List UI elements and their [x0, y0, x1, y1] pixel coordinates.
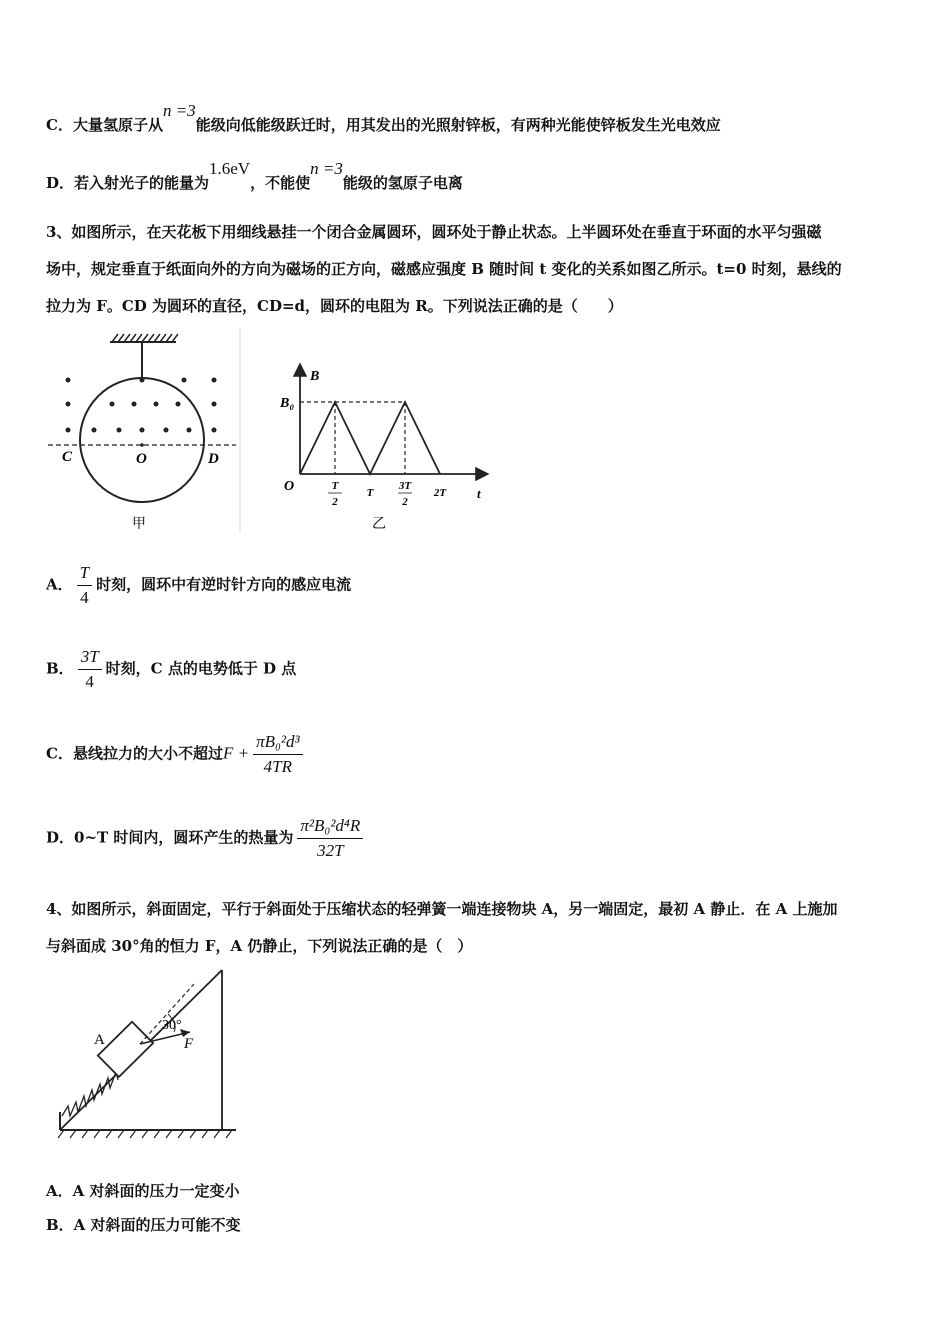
numerator: πB₀²d³	[253, 732, 303, 755]
b-series-line	[300, 402, 440, 474]
block-label: A	[94, 1032, 105, 1048]
axis-label-b: B	[310, 369, 320, 384]
math-f: F +	[222, 743, 250, 763]
ring	[80, 378, 204, 502]
q3-option-d	[46, 816, 367, 861]
denominator: 4	[85, 672, 94, 691]
q4-stem-line2: 与斜面成 30°角的恒力 F，A 仍静止，下列说法正确的是（ ）	[46, 937, 473, 955]
option-text: C．悬线拉力的大小不超过	[46, 744, 223, 763]
math-energy: 1.6eV	[209, 159, 251, 178]
option-text: D．0~T 时间内，圆环产生的热量为	[46, 828, 294, 847]
numerator: 3T	[78, 647, 102, 670]
x-tick-label: 2T	[433, 487, 447, 499]
option-text: 能级向低能级跃迁时，用其发出的光照射锌板，有两种光能使锌板发生光电效应	[195, 116, 721, 134]
x-tick-label: T	[366, 487, 374, 499]
label-c: C	[62, 449, 73, 465]
q3-stem-line1: 3、如图所示，在天花板下用细线悬挂一个闭合金属圆环，圆环处于静止状态。上半圆环处在垂直于环面的水平匀强磁	[46, 223, 822, 241]
q2-option-d	[46, 159, 463, 193]
q3-option-c	[46, 732, 307, 777]
x-tick-label: T 2	[331, 480, 339, 508]
figure-incline	[44, 966, 256, 1160]
numerator: π²B₀²d⁴R	[297, 816, 363, 839]
option-text: 时刻，C 点的电势低于 D 点	[105, 659, 297, 678]
fraction	[77, 563, 92, 608]
figure-jia	[44, 328, 244, 538]
math-n3: n =3	[310, 159, 343, 178]
math-n3: n =3	[162, 101, 196, 120]
q3-option-a	[46, 563, 351, 608]
denominator: 32T	[317, 841, 344, 860]
block-a	[98, 1022, 153, 1077]
option-text: C．大量氢原子从	[46, 116, 163, 134]
label-o: O	[136, 451, 147, 467]
force-label: F	[184, 1036, 194, 1052]
numerator: T	[77, 563, 92, 586]
caption-jia: 甲	[132, 517, 146, 532]
q4-option-a: A．A 对斜面的压力一定变小	[46, 1182, 240, 1200]
axis-label-t: t	[477, 486, 481, 501]
option-label: A．	[46, 575, 73, 594]
caption-yi: 乙	[372, 517, 386, 532]
q2-option-c	[46, 101, 721, 135]
spring	[62, 1072, 118, 1116]
label-d: D	[208, 451, 219, 467]
angle-label: 30°	[162, 1018, 182, 1033]
q3-stem-line3: 拉力为 F。CD 为圆环的直径，CD=d，圆环的电阻为 R。下列说法正确的是（ ）	[46, 297, 623, 315]
fraction	[78, 647, 102, 692]
q4-option-b: B．A 对斜面的压力可能不变	[46, 1216, 241, 1234]
fraction	[297, 816, 363, 861]
option-label: B．	[46, 659, 74, 678]
denominator: 4	[80, 588, 89, 607]
q4-stem-line1: 4、如图所示，斜面固定，平行于斜面处于压缩状态的轻弹簧一端连接物块 A，另一端固定，最初 A 静止．在 A 上施加	[46, 900, 838, 918]
option-text: 时刻，圆环中有逆时针方向的感应电流	[96, 575, 352, 594]
origin-label: O	[284, 479, 295, 494]
denominator: 4TR	[263, 757, 292, 776]
q3-option-b	[46, 647, 296, 692]
option-text: 能级的氢原子电离	[342, 174, 463, 192]
option-text: ，不能使	[250, 174, 311, 192]
option-text: D．若入射光子的能量为	[46, 174, 210, 192]
figure-yi	[278, 362, 498, 538]
fraction	[253, 732, 303, 777]
q3-stem-line2: 场中，规定垂直于纸面向外的方向为磁场的正方向，磁感应强度 B 随时间 t 变化的关系如图乙所示。t=0 时刻，悬线的	[46, 260, 842, 278]
x-tick-label: 3T 2	[398, 480, 412, 508]
b0-label: B₀	[280, 396, 295, 411]
